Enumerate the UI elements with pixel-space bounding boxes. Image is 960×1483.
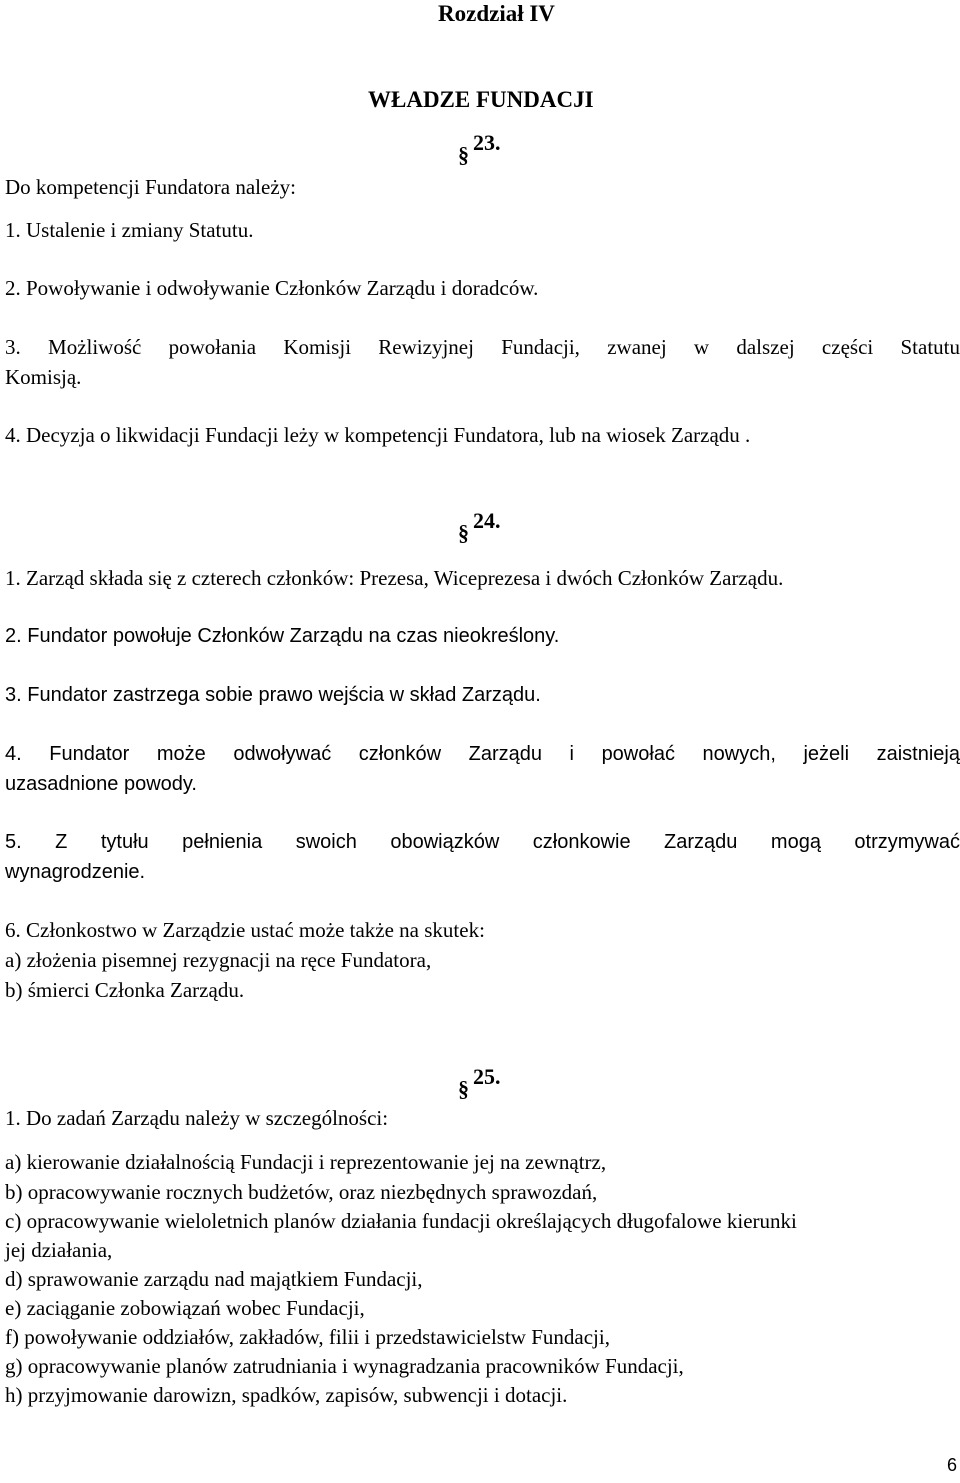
list-item-continuation: uzasadnione powody.	[5, 773, 197, 795]
list-item: 1. Ustalenie i zmiany Statutu.	[5, 218, 254, 242]
section-sign-icon: §	[458, 142, 469, 167]
list-item: 2. Powoływanie i odwoływanie Członków Zarządu i doradców.	[5, 276, 539, 300]
list-item: 4. Fundator może odwoływać członków Zarządu i powołać nowych, jeżeli zaistnieją	[5, 743, 960, 765]
sub-item: a) kierowanie działalnością Fundacji i reprezentowanie jej na zewnątrz,	[5, 1150, 607, 1174]
list-item-continuation: Komisją.	[5, 365, 82, 389]
paragraph-24-heading	[458, 508, 501, 545]
paragraph-25-intro: 1. Do zadań Zarządu należy w szczególności:	[5, 1106, 389, 1130]
sub-item: a) złożenia pisemnej rezygnacji na ręce Fundatora,	[5, 948, 432, 972]
paragraph-25-heading	[458, 1064, 501, 1101]
paragraph-24-number: 24.	[473, 508, 501, 533]
section-sign-icon: §	[458, 1076, 469, 1101]
sub-item-continuation: jej działania,	[5, 1238, 113, 1262]
page-number: 6	[947, 1455, 958, 1475]
sub-item: b) opracowywanie rocznych budżetów, oraz niezbędnych sprawozdań,	[5, 1180, 598, 1204]
list-item: 5. Z tytułu pełnienia swoich obowiązków członkowie Zarządu mogą otrzymywać	[5, 831, 960, 853]
paragraph-23-heading	[458, 130, 501, 167]
list-item-continuation: wynagrodzenie.	[5, 861, 146, 883]
chapter-heading: Rozdział IV	[438, 1, 555, 26]
list-item: 3. Fundator zastrzega sobie prawo wejścia w skład Zarządu.	[5, 684, 541, 706]
sub-item: b) śmierci Członka Zarządu.	[5, 978, 245, 1002]
list-item: 2. Fundator powołuje Członków Zarządu na czas nieokreślony.	[5, 625, 560, 647]
sub-item: h) przyjmowanie darowizn, spadków, zapisów, subwencji i dotacji.	[5, 1383, 568, 1407]
paragraph-23-number: 23.	[473, 130, 501, 155]
sub-item: e) zaciąganie zobowiązań wobec Fundacji,	[5, 1296, 365, 1320]
list-item: 3. Możliwość powołania Komisji Rewizyjnej Fundacji, zwanej w dalszej części Statutu	[5, 335, 960, 359]
sub-item: g) opracowywanie planów zatrudniania i wynagradzania pracowników Fundacji,	[5, 1354, 684, 1378]
paragraph-25-number: 25.	[473, 1064, 501, 1089]
sub-item: f) powoływanie oddziałów, zakładów, filii i przedstawicielstw Fundacji,	[5, 1325, 610, 1349]
section-title: WŁADZE FUNDACJI	[368, 87, 594, 112]
sub-item: c) opracowywanie wieloletnich planów działania fundacji określających długofalowe kierunki	[5, 1209, 797, 1233]
list-item: 6. Członkostwo w Zarządzie ustać może także na skutek:	[5, 918, 485, 942]
list-item: 4. Decyzja o likwidacji Fundacji leży w kompetencji Fundatora, lub na wiosek Zarządu .	[5, 423, 751, 447]
list-item: 1. Zarząd składa się z czterech członków: Prezesa, Wiceprezesa i dwóch Członków Zarządu.	[5, 566, 784, 590]
paragraph-23-intro: Do kompetencji Fundatora należy:	[5, 175, 296, 199]
section-sign-icon: §	[458, 520, 469, 545]
sub-item: d) sprawowanie zarządu nad majątkiem Fundacji,	[5, 1267, 423, 1291]
